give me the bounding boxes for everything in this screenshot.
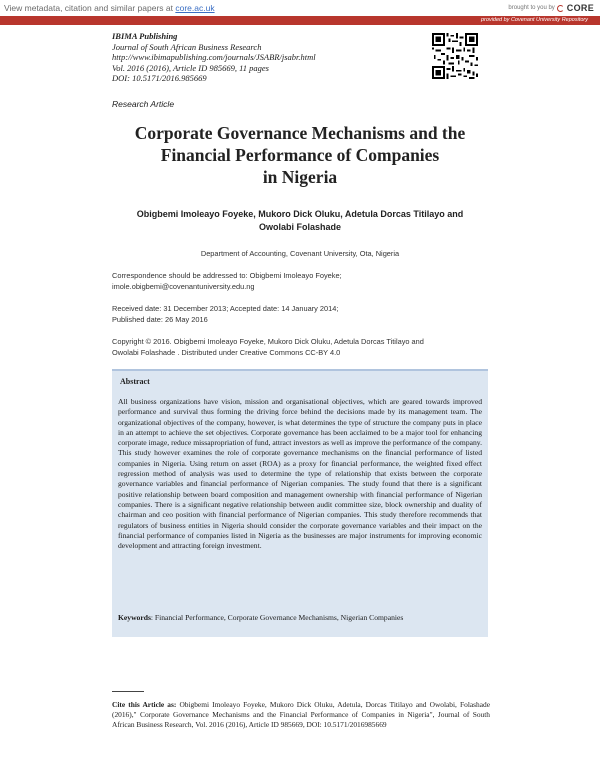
dates-line: Published date: 26 May 2016 [112, 314, 208, 324]
journal-name: Journal of South African Business Research [112, 41, 262, 52]
core-brought-by: brought to you by [508, 5, 555, 11]
title-line: Financial Performance of Companies [160, 145, 440, 165]
correspondence-line: Correspondence should be addressed to: Obigbemi Imoleayo Foyeke; [112, 271, 342, 280]
journal-header [112, 31, 316, 84]
correspondence-email[interactable]: imole.obigbemi@covenantuniversity.edu.ng [112, 281, 255, 291]
copyright-notice [112, 337, 492, 359]
dates-line: Received date: 31 December 2013; Accepted date: 14 January 2014; [112, 304, 339, 313]
copyright-line: Owolabi Folashade . Distributed under Creative Commons CC-BY 4.0 [112, 347, 341, 357]
core-link-domain[interactable]: core.ac.uk [175, 3, 215, 13]
keywords-label: Keywords [118, 613, 151, 622]
keywords-list: : Financial Performance, Corporate Governance Mechanisms, Nigerian Companies [150, 613, 404, 622]
authors-line: Owolabi Folashade [258, 222, 341, 232]
core-logo: CORE [566, 3, 594, 13]
affiliation: Department of Accounting, Covenant University, Ota, Nigeria [200, 249, 400, 258]
core-metadata-link[interactable] [4, 3, 215, 13]
title-line: Corporate Governance Mechanisms and the [134, 123, 466, 143]
article-dates [112, 304, 492, 326]
citation-text: Obigbemi Imoleayo Foyeke, Mukoro Dick Oluku, Adetula, Dorcas Titilayo and Owolabi, Folashade (2016)," Corporate Governance Mechanisms and the Financial Performance of Companies in Nigeria", Journal of South African Business Research, Vol. 2016 (2016), Article ID 985669, DOI: 10.5171/2016985669 [112, 700, 490, 730]
copyright-line: Copyright © 2016. Obigbemi Imoleayo Foyeke, Mukoro Dick Oluku, Adetula Dorcas Titilayo and [112, 337, 424, 346]
keywords [118, 613, 482, 623]
citation [112, 700, 490, 731]
title-line: in Nigeria [262, 167, 338, 187]
abstract-heading: Abstract [120, 377, 150, 386]
journal-url[interactable]: http://www.ibimapublishing.com/journals/JSABR/jsabr.html [112, 52, 316, 62]
footnote-divider [112, 691, 144, 692]
repository-bar [0, 16, 600, 25]
qr-code-icon [432, 33, 478, 79]
core-banner [0, 0, 600, 26]
repository-label: provided by Covenant University Repository [481, 17, 588, 23]
authors-line: Obigbemi Imoleayo Foyeke, Mukoro Dick Oluku, Adetula Dorcas Titilayo and [136, 209, 464, 219]
citation-label: Cite this Article as: [112, 700, 177, 709]
abstract-text: All business organizations have vision, mission and organisational objectives, which are geared towards improved performance and survival thus forming the driving force behind the decisions made by its management team. The organizational objectives of the company, however, is what determines the type of structure the company puts in place in an attempt to achieve the set objectives. Corporate governance has been acclaimed to be a major tool for enhancing corporate image, reduce missapropriation of fund, attract investors as well as improve the performance of the company. This study however examines the role of corporate governance mechanisms on the financial performance of listed companies in Nigeria. Using return on asset (ROA) as a proxy for financial performance, the weighted fixed effect regression method of analysis was used to determine the type of relationship that exists between the corporate governance variables and financial performance of Nigerian companies. The study found that there is a significant positive relationship between board composition and management ownership with financial performance of Nigerian companies. There is a significant negative relationship between audit committee size, block ownership and duality of chairman and ceo position with financial performance of Nigerian companies. This study therefore recommends that regulators of business entities in Nigeria should consider the corporate governance variables and their impact on the financial performance of companies listed in Nigeria as the businesses are major instruments for improving economic development and attracting foreign investment. [118, 397, 482, 551]
paper-title [100, 122, 500, 188]
journal-doi: DOI: 10.5171/2016.985669 [112, 73, 207, 83]
core-logo-icon [557, 5, 564, 12]
correspondence [112, 271, 492, 293]
core-link-prefix: View metadata, citation and similar papers at [4, 3, 176, 13]
journal-publisher: IBIMA Publishing [112, 31, 178, 41]
author-list [100, 208, 500, 234]
journal-volume: Vol. 2016 (2016), Article ID 985669, 11 pages [112, 62, 269, 73]
core-brand[interactable] [508, 3, 594, 13]
article-type: Research Article [112, 99, 175, 109]
abstract-box [112, 369, 488, 637]
